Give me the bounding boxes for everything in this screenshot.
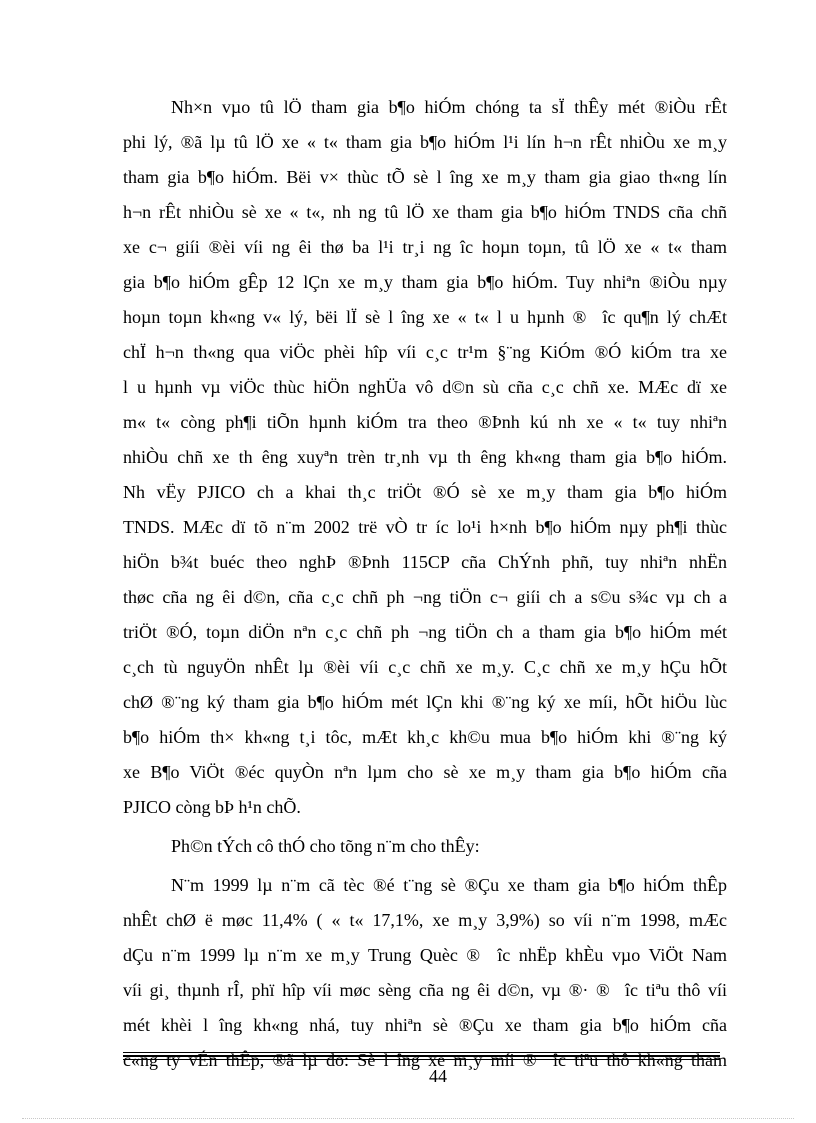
text-line: h¬n rÊt nhiÒu sè xe « t«, nh ng tû lÖ xe tham gia b¶o hiÓm TNDS cña chñ: [123, 202, 727, 222]
text-line: m« t« còng ph¶i tiÕn hµnh kiÓm tra theo ®Þnh kú nh xe « t« tuy nhiªn: [123, 412, 727, 432]
text-line: dÇu n¨m 1999 lµ n¨m xe m¸y Trung Quèc ® îc nhËp khÈu vµo ViÖt Nam: [123, 945, 727, 965]
footer-rule-bottom: [123, 1059, 720, 1060]
text-line: tham gia b¶o hiÓm. Bëi v× thùc tÕ sè l îng xe m¸y tham gia giao th«ng lín: [123, 167, 727, 187]
text-line: hiÖn b¾t buéc theo nghÞ ®Þnh 115CP cña ChÝnh phñ, tuy nhiªn nhËn: [123, 552, 727, 572]
text-line: Nh vËy PJICO ch a khai th¸c triÖt ®Ó sè xe m¸y tham gia b¶o hiÓm: [123, 482, 727, 502]
text-line: triÖt ®Ó, toµn diÖn nªn c¸c chñ ph ¬ng tiÖn ch a tham gia b¶o hiÓm mét: [123, 622, 727, 642]
text-line: xe B¶o ViÖt ®éc quyÒn nªn lµm cho sè xe m¸y tham gia b¶o hiÓm cña: [123, 762, 727, 782]
text-line: b¶o hiÓm th× kh«ng t¸i tôc, mÆt kh¸c kh©u mua b¶o hiÓm khi ®¨ng ký: [123, 727, 727, 747]
text-line: thøc cña ng êi d©n, cña c¸c chñ ph ¬ng tiÖn c¬ giíi ch a s©u s¾c vµ ch a: [123, 587, 727, 607]
text-line: c¸ch tù nguyÖn nhÊt lµ ®èi víi c¸c chñ xe m¸y. C¸c chñ xe m¸y hÇu hÕt: [123, 657, 727, 677]
text-line: xe c¬ giíi ®èi víi ng êi thø ba l¹i tr¸i ng îc hoµn toµn, tû lÖ xe « t« tham: [123, 237, 727, 257]
footer-rule-middle: [123, 1055, 720, 1057]
text-line: mét khèi l îng kh«ng nhá, tuy nhiªn sè ®Çu xe tham gia b¶o hiÓm cña: [123, 1015, 727, 1035]
text-line: hoµn toµn kh«ng v« lý, bëi lÏ sè l îng xe « t« l u hµnh ® îc qu¶n lý chÆt: [123, 307, 727, 327]
text-line: nhÊt chØ ë møc 11,4% ( « t« 17,1%, xe m¸y 3,9%) so víi n¨m 1998, mÆc: [123, 910, 727, 930]
text-line: l u hµnh vµ viÖc thùc hiÖn nghÜa vô d©n sù cña c¸c chñ xe. MÆc dï xe: [123, 377, 727, 397]
text-line: chØ ®¨ng ký tham gia b¶o hiÓm mét lÇn khi ®¨ng ký xe míi, hÕt hiÖu lùc: [123, 692, 727, 712]
text-line: gia b¶o hiÓm gÊp 12 lÇn xe m¸y tham gia b¶o hiÓm. Tuy nhiªn ®iÒu nµy: [123, 272, 727, 292]
text-line: nhiÒu chñ xe th êng xuyªn trèn tr¸nh vµ th êng kh«ng tham gia b¶o hiÓm.: [123, 447, 727, 467]
paragraph-3: [123, 868, 727, 1078]
text-line: PJICO còng bÞ h¹n chÕ.: [123, 797, 301, 817]
page-number: 44: [429, 1066, 447, 1086]
text-line: TNDS. MÆc dï tõ n¨m 2002 trë vÒ tr íc lo¹i h×nh b¶o hiÓm nµy ph¶i thùc: [123, 517, 727, 537]
footer-rule-top: [123, 1052, 720, 1053]
text-line: N¨m 1999 lµ n¨m cã tèc ®é t¨ng sè ®Çu xe tham gia b¶o hiÓm thÊp: [171, 875, 727, 895]
body-text: [123, 90, 727, 1078]
text-line: chÏ h¬n th«ng qua viÖc phèi hîp víi c¸c tr¹m §¨ng KiÓm ®Ó kiÓm tra xe: [123, 342, 727, 362]
text-line: víi gi¸ thµnh rÎ, phï hîp víi møc sèng cña ng êi d©n, vµ ®· ® îc tiªu thô víi: [123, 980, 727, 1000]
page-bottom-dotted-border: [22, 1118, 794, 1119]
paragraph-2: [123, 829, 727, 864]
paragraph-1: [123, 90, 727, 825]
text-line: Nh×n vµo tû lÖ tham gia b¶o hiÓm chóng ta sÏ thÊy mét ®iÒu rÊt: [171, 97, 727, 117]
text-line: Ph©n tÝch cô thÓ cho tõng n¨m cho thÊy:: [171, 836, 480, 856]
text-line: c«ng ty vÉn thÊp, ®ã lµ do: Sè l îng xe m¸y míi ® îc tiªu thô kh«ng tham: [123, 1050, 727, 1070]
text-line: phi lý, ®ã lµ tû lÖ xe « t« tham gia b¶o hiÓm l¹i lín h¬n rÊt nhiÒu xe m¸y: [123, 132, 727, 152]
